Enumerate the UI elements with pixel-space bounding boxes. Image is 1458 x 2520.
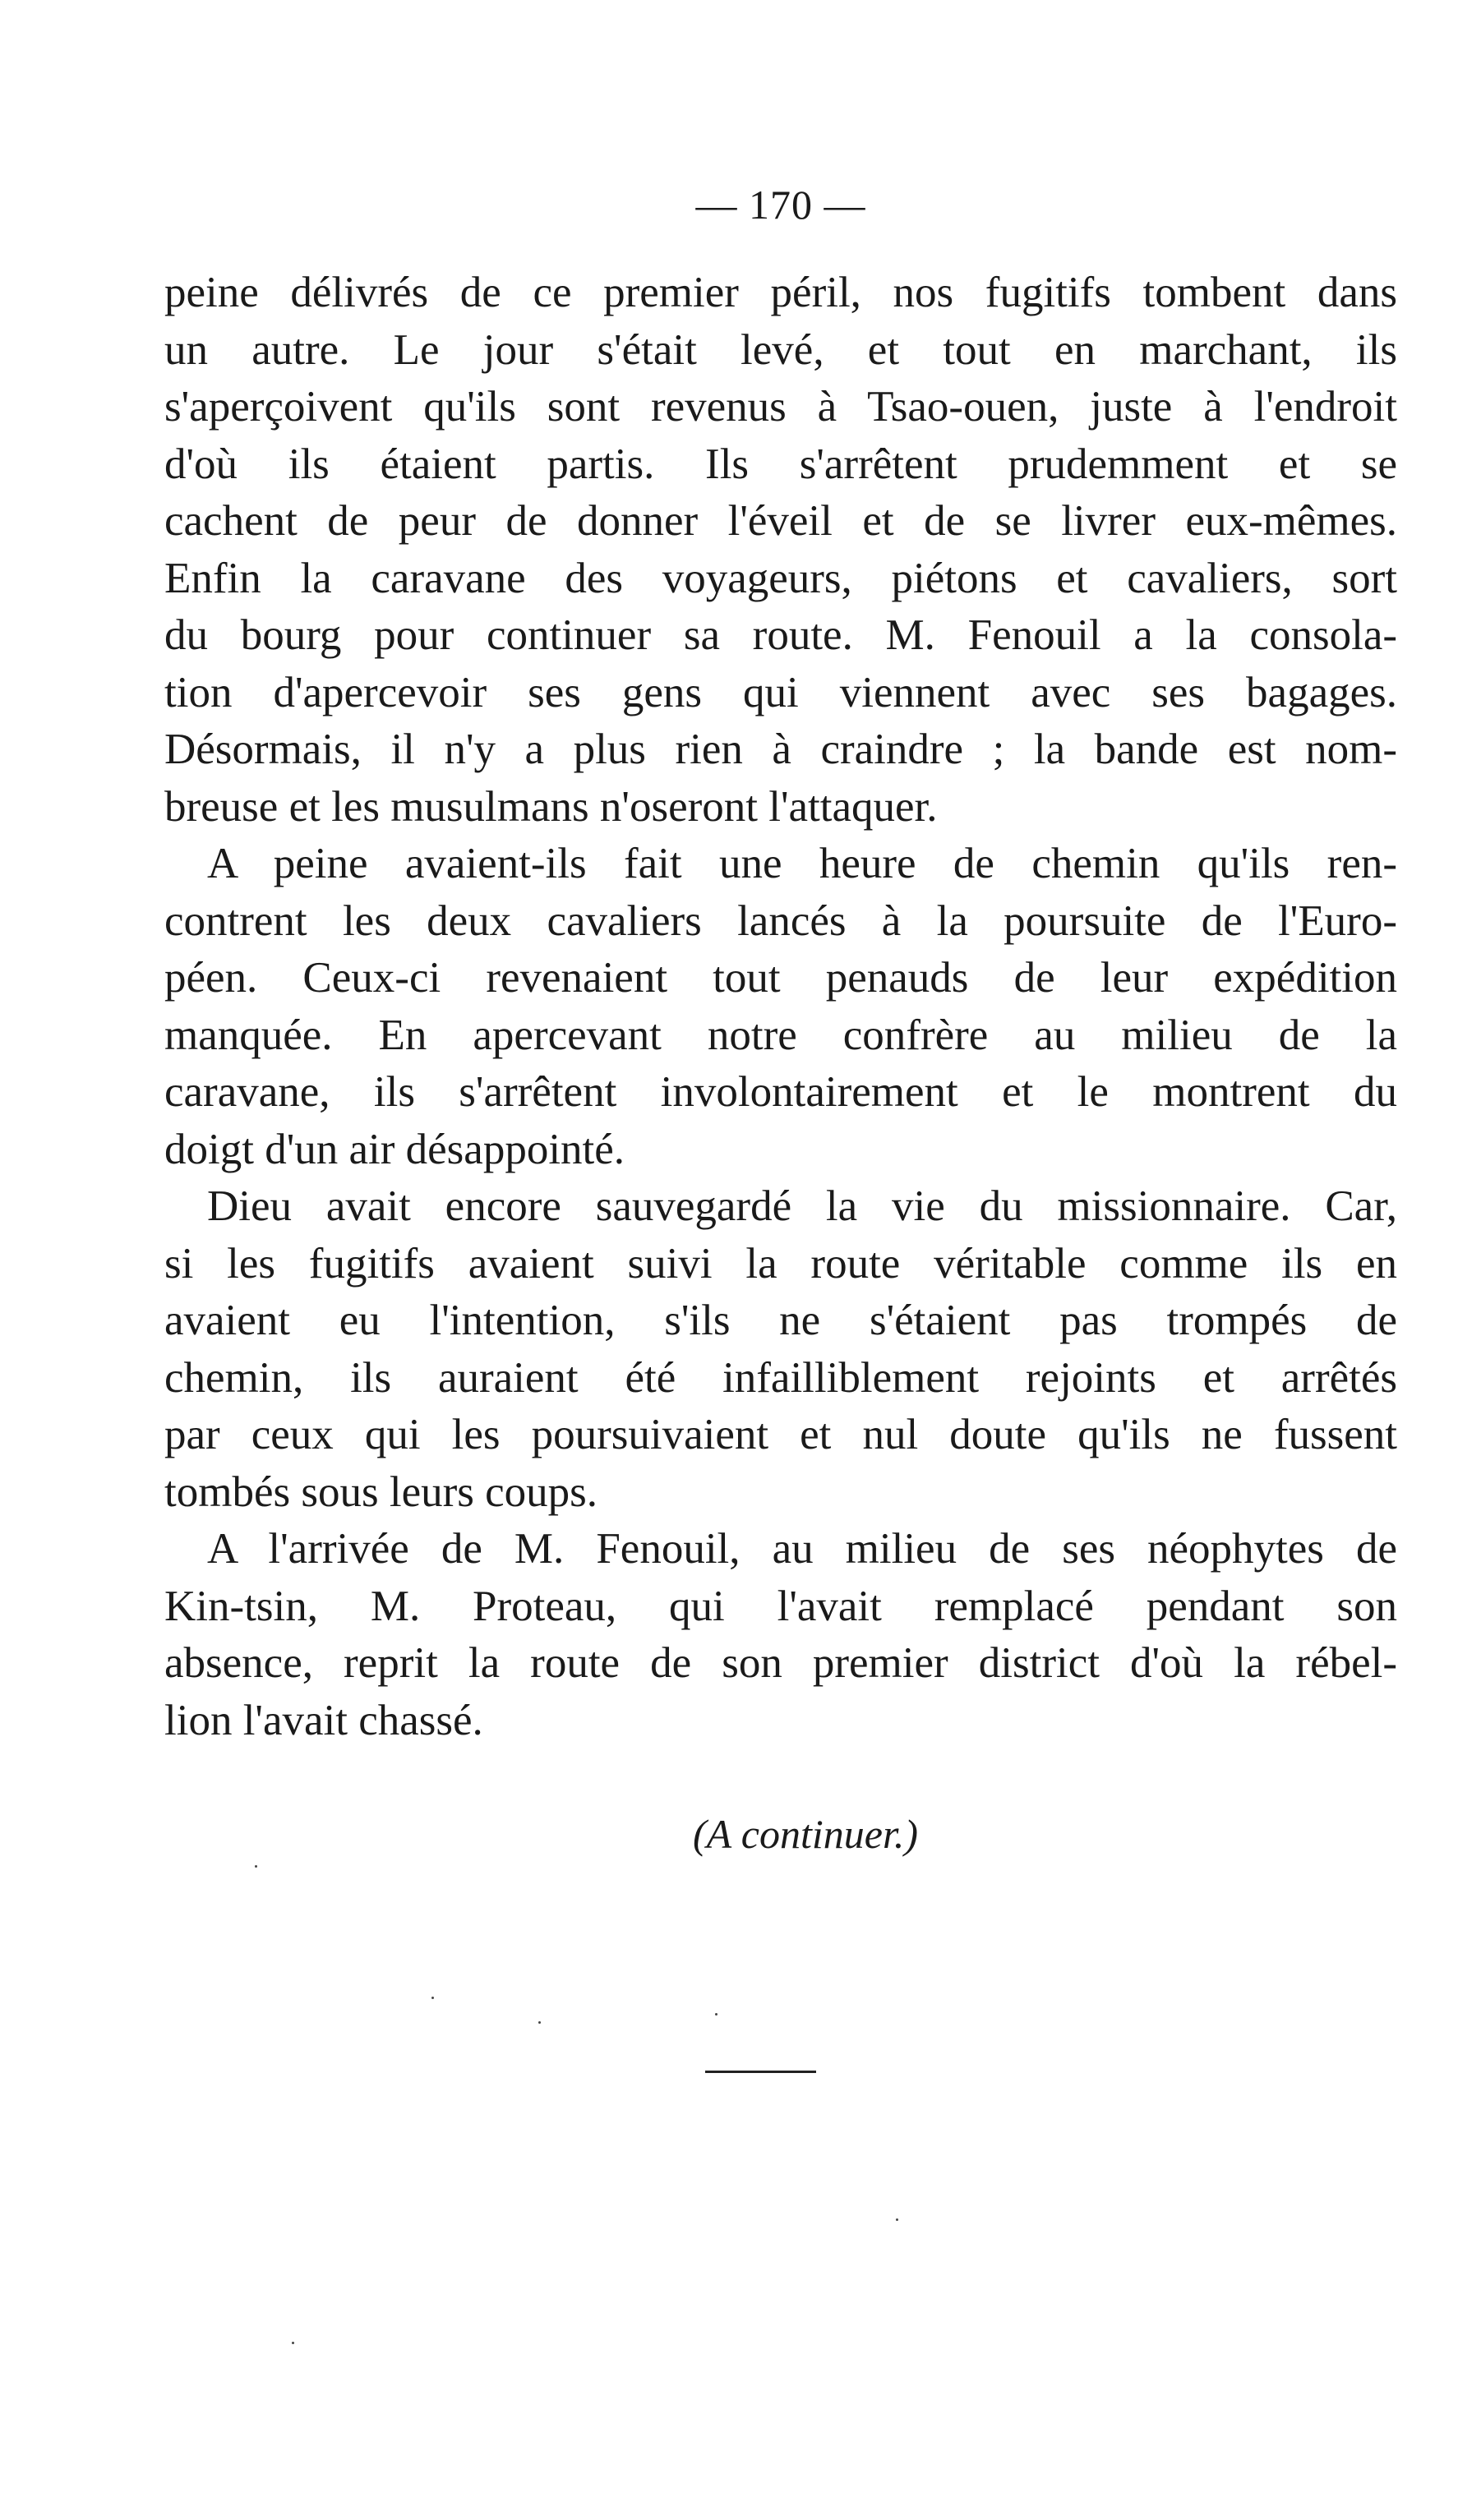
text-line: absence, reprit la route de son premier district d'où la rébel-	[164, 1639, 1397, 1687]
text-line: par ceux qui les poursuivaient et nul doute qu'ils ne fussent	[164, 1411, 1397, 1458]
text-line: doigt d'un air désappointé.	[164, 1125, 625, 1173]
text-line: d'où ils étaient partis. Ils s'arrêtent prudemment et se	[164, 440, 1397, 488]
text-line: A l'arrivée de M. Fenouil, au milieu de ses néophytes de	[207, 1525, 1397, 1573]
print-speck	[715, 2013, 717, 2016]
text-line: peine délivrés de ce premier péril, nos fugitifs tombent dans	[164, 269, 1397, 316]
text-line: breuse et les musulmans n'oseront l'attaquer.	[164, 782, 938, 831]
print-speck	[431, 1997, 434, 1999]
text-line: lion l'avait chassé.	[164, 1696, 483, 1744]
text-line: Enfin la caravane des voyageurs, piétons et cavaliers, sort	[164, 554, 1397, 602]
text-line: un autre. Le jour s'était levé, et tout en marchant, ils	[164, 325, 1397, 374]
print-speck	[896, 2218, 898, 2221]
text-line: s'aperçoivent qu'ils sont revenus à Tsao-ouen, juste à l'endroit	[164, 383, 1397, 431]
paragraph	[164, 836, 1397, 1178]
text-line: manquée. En apercevant notre confrère au milieu de la	[164, 1011, 1397, 1059]
text-line: Désormais, il n'y a plus rien à craindre ; la bande est nom-	[164, 726, 1397, 773]
paragraph	[164, 1178, 1397, 1521]
page-number: — 170 —	[695, 182, 866, 228]
text-line: du bourg pour continuer sa route. M. Fenouil a la consola-	[164, 611, 1397, 659]
paragraph	[164, 265, 1397, 836]
text-line: A peine avaient-ils fait une heure de chemin qu'ils ren-	[207, 840, 1397, 887]
text-line: Dieu avait encore sauvegardé la vie du missionnaire. Car,	[207, 1182, 1397, 1230]
text-line: tombés sous leurs coups.	[164, 1467, 598, 1516]
text-line: cachent de peur de donner l'éveil et de se livrer eux-mêmes.	[164, 497, 1397, 545]
text-line: péen. Ceux-ci revenaient tout penauds de leur expédition	[164, 954, 1397, 1002]
text-line: tion d'apercevoir ses gens qui viennent avec ses bagages.	[164, 668, 1397, 716]
section-separator	[705, 2071, 816, 2073]
text-line: avaient eu l'intention, s'ils ne s'étaient pas trompés de	[164, 1297, 1397, 1344]
print-speck	[538, 2021, 541, 2024]
text-line: contrent les deux cavaliers lancés à la poursuite de l'Euro-	[164, 896, 1397, 945]
text-line: caravane, ils s'arrêtent involontairement et le montrent du	[164, 1068, 1397, 1116]
page-body	[164, 181, 1397, 1858]
continuation-note: (A continuer.)	[692, 1811, 919, 1857]
print-speck	[255, 1865, 257, 1868]
print-speck	[292, 2342, 294, 2344]
text-line: Kin-tsin, M. Proteau, qui l'avait remplacé pendant son	[164, 1582, 1397, 1630]
text-line: si les fugitifs avaient suivi la route véritable comme ils en	[164, 1239, 1397, 1288]
paragraph	[164, 1521, 1397, 1749]
text-line: chemin, ils auraient été infailliblement rejoints et arrêtés	[164, 1353, 1397, 1402]
main-text	[164, 265, 1397, 1749]
